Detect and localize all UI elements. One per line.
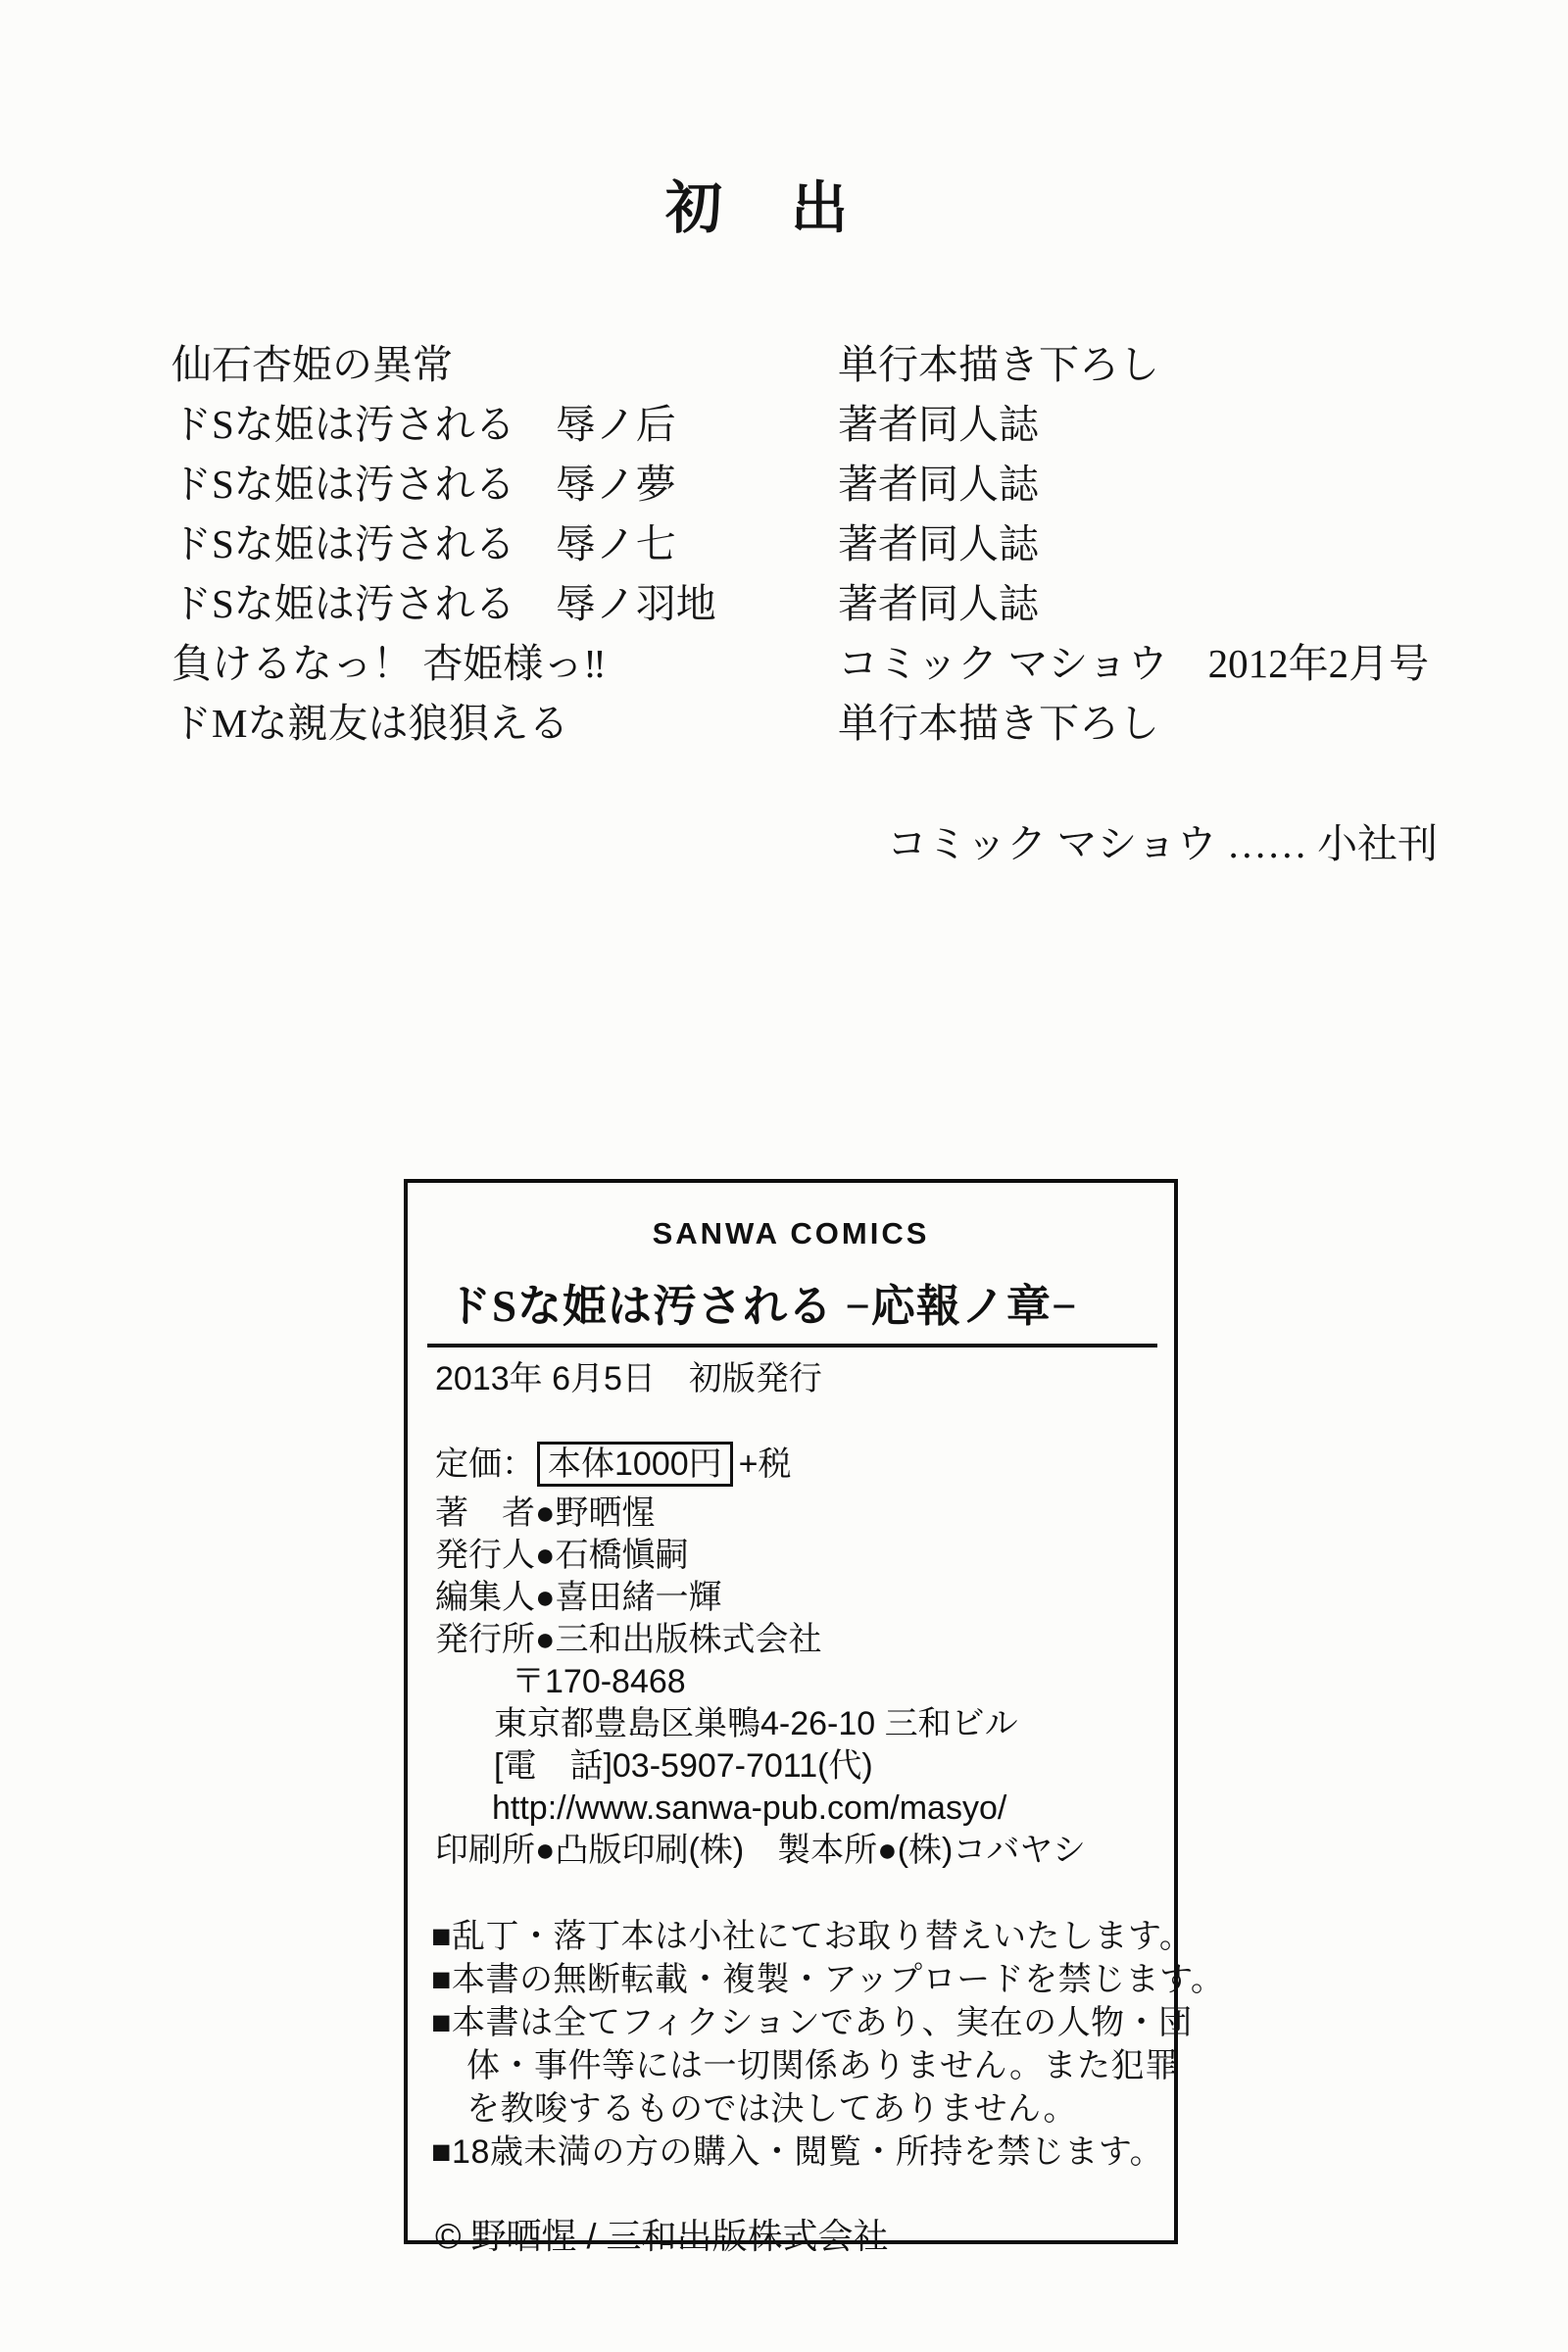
colophon-box — [404, 1179, 1225, 2256]
list-item — [172, 514, 1406, 574]
editor-row — [408, 1577, 1174, 1619]
price-row — [408, 1442, 1174, 1487]
postal-code: 〒170-8468 — [512, 1663, 686, 1700]
row-value: 三和出版株式会社 — [555, 1621, 822, 1658]
phone: [電 話]03-5907-7011(代) — [494, 1747, 873, 1785]
price-label: 定価： — [435, 1446, 535, 1483]
book-title: ドSな姫は汚される −応報ノ章− — [447, 1282, 1078, 1331]
row-label: 発行所 — [435, 1621, 535, 1658]
row-value: 喜田緒一輝 — [555, 1579, 722, 1616]
notice-line-continuation: を教唆するものでは決してありません。 — [466, 2090, 1078, 2128]
row-value: 石橋愼嗣 — [555, 1537, 689, 1574]
list-item — [172, 574, 1406, 634]
row-label: 発行人 — [435, 1537, 535, 1574]
work-title: 負けるなっ！ 杏姫様っ‼ — [172, 641, 607, 686]
work-title: ドMな親友は狼狽える — [172, 701, 569, 746]
list-item — [172, 395, 1406, 455]
notice-line: ■乱丁・落丁本は小社にてお取り替えいたします。 — [431, 1918, 1194, 1955]
list-item — [172, 335, 1406, 395]
row-value: 野晒惺 — [555, 1494, 656, 1532]
printer-binder-line: 印刷所●凸版印刷(株) 製本所●(株)コバヤシ — [435, 1832, 1087, 1869]
row-label: 著 者 — [435, 1494, 535, 1532]
bullet-icon: ● — [535, 1494, 556, 1532]
work-source: 著者同人誌 — [838, 462, 1039, 507]
bullet-icon: ● — [535, 1579, 556, 1616]
work-title: ドSな姫は汚される 辱ノ夢 — [172, 462, 676, 507]
page-title: 初 出 — [664, 176, 854, 240]
address: 東京都豊島区巣鴨4-26-10 三和ビル — [494, 1705, 1018, 1742]
bullet-icon: ● — [535, 1621, 556, 1658]
legal-notices — [408, 1915, 1225, 2174]
work-title: ドSな姫は汚される 辱ノ七 — [172, 521, 676, 566]
work-title: 仙石杏姫の異常 — [172, 342, 453, 387]
work-source: コミック マショウ 2012年2月号 — [838, 641, 1430, 686]
edition-date: 2013年 6月5日 初版発行 — [435, 1360, 822, 1397]
work-source: 単行本描き下ろし — [838, 701, 1159, 746]
website-url: http://www.sanwa-pub.com/masyo/ — [492, 1789, 1007, 1827]
work-title: ドSな姫は汚される 辱ノ后 — [172, 402, 676, 447]
row-label: 編集人 — [435, 1579, 535, 1616]
work-title: ドSな姫は汚される 辱ノ羽地 — [172, 581, 716, 626]
work-source: 単行本描き下ろし — [838, 342, 1159, 387]
magazine-publisher-note: コミック マショウ …… 小社刊 — [887, 821, 1439, 866]
notice-line: ■本書の無断転載・複製・アップロードを禁じます。 — [431, 1961, 1225, 1998]
author-row — [408, 1493, 1174, 1535]
bullet-icon: ● — [535, 1537, 556, 1574]
publishing-house-row — [408, 1619, 1174, 1661]
first-publication-list — [172, 335, 1430, 754]
title-divider — [427, 1344, 1157, 1348]
list-item — [172, 634, 1430, 694]
list-item — [172, 694, 1406, 754]
list-item — [172, 455, 1406, 514]
imprint-label: SANWA COMICS — [652, 1216, 930, 1250]
price-tax: +税 — [738, 1446, 792, 1483]
notice-line-continuation: 体・事件等には一切関係ありません。また犯罪 — [466, 2047, 1179, 2084]
notice-line: ■本書は全てフィクションであり、実在の人物・団 — [431, 2004, 1193, 2041]
copyright: © 野晒惺 / 三和出版株式会社 — [435, 2216, 889, 2256]
notice-line: ■18歳未満の方の購入・閲覧・所持を禁じます。 — [431, 2133, 1164, 2171]
price-boxed-value: 本体1000円 — [537, 1442, 733, 1487]
work-source: 著者同人誌 — [838, 581, 1039, 626]
staff-info-rows — [408, 1493, 1174, 1661]
work-source: 著者同人誌 — [838, 521, 1039, 566]
publisher-person-row — [408, 1535, 1174, 1577]
work-source: 著者同人誌 — [838, 402, 1039, 447]
